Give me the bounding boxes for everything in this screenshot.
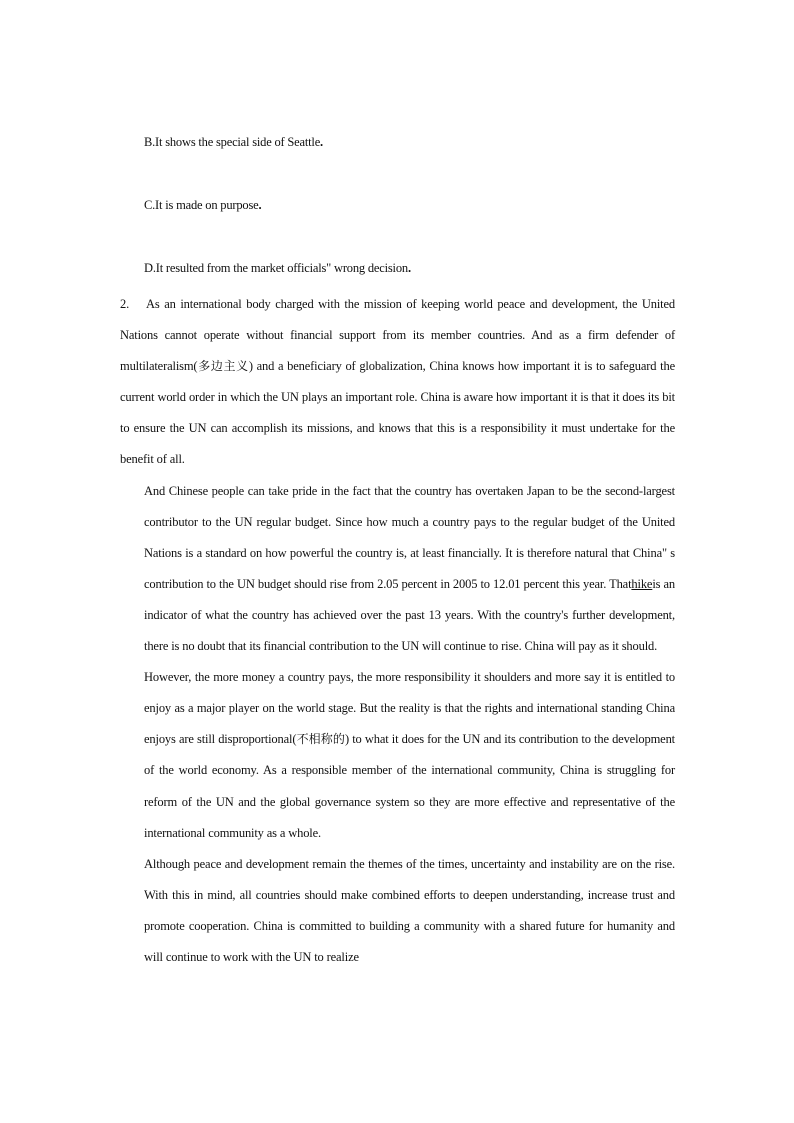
- answer-option-d: [144, 260, 684, 276]
- paragraph-1-text-b: ) and a beneficiary of globalization, China knows how important it is to safeguard the current world order in which the UN plays an important role. China is aware how important it is that it does its bit to ensure the UN can accomplish its missions, and knows that this is a responsibility it must undertake for the benefit of all.: [120, 359, 675, 467]
- option-end-mark: .: [320, 135, 323, 149]
- paragraph-2-text-b: is an indicator of what the country has achieved over the past 13 years. With the country's further development, there is no doubt that its financial contribution to the UN will continue to rise. China will pay as it should.: [144, 576, 675, 654]
- passage-paragraph-3: [144, 662, 675, 849]
- chinese-gloss-multilateralism: 多边主义: [197, 359, 249, 374]
- passage-paragraph-1: [120, 289, 675, 476]
- option-end-mark: .: [407, 261, 411, 275]
- chinese-gloss-disproportional: 不相称的: [296, 732, 345, 747]
- underlined-word-hike: hike: [631, 576, 653, 591]
- question-number: 2.: [120, 297, 130, 311]
- answer-option-d-text: D.It resulted from the market officials" wrong decision: [144, 261, 408, 275]
- answer-option-c: [144, 197, 684, 213]
- passage-paragraph-2: [144, 476, 675, 663]
- answer-option-b-text: B.It shows the special side of Seattle: [144, 135, 321, 149]
- paragraph-2-text-a: And Chinese people can take pride in the fact that the country has overtaken Japan to be the second-largest contributor to the UN regular budget. Since how much a country pays to the regular budget of the United Nations is a standard on how powerful the country is, at least financially. It is therefore natural that China" s contribution to the UN budget should rise from 2.05 percent in 2005 to 12.01 percent this year. That: [144, 483, 675, 591]
- answer-option-b: [144, 134, 684, 150]
- passage-paragraph-4: Although peace and development remain the themes of the times, uncertainty and instability are on the rise. With this in mind, all countries should make combined efforts to deepen understanding, increase trust and promote cooperation. China is committed to building a community with a shared future for humanity and will continue to work with the UN to realize: [144, 856, 675, 964]
- paragraph-3-text-a: However, the more money a country pays, the more responsibility it shoulders and more say it is entitled to enjoy as a major player on the world stage. But the reality is that the rights and international standing China enjoys are still disproportional(: [144, 670, 675, 747]
- paragraph-3-text-b: ) to what it does for the UN and its contribution to the development of the world economy. As a responsible member of the international community, China is struggling for reform of the UN and the global governance system so they are more effective and representative of the international community as a whole.: [144, 732, 675, 840]
- reading-passage: [120, 289, 675, 973]
- answer-option-c-text: C.It is made on purpose: [144, 198, 259, 212]
- option-end-mark: .: [258, 198, 262, 212]
- paragraph-1-text-a: As an international body charged with the mission of keeping world peace and development, the United Nations cannot operate without financial support from its member countries. And as a firm defender of multilateralism(: [120, 297, 675, 374]
